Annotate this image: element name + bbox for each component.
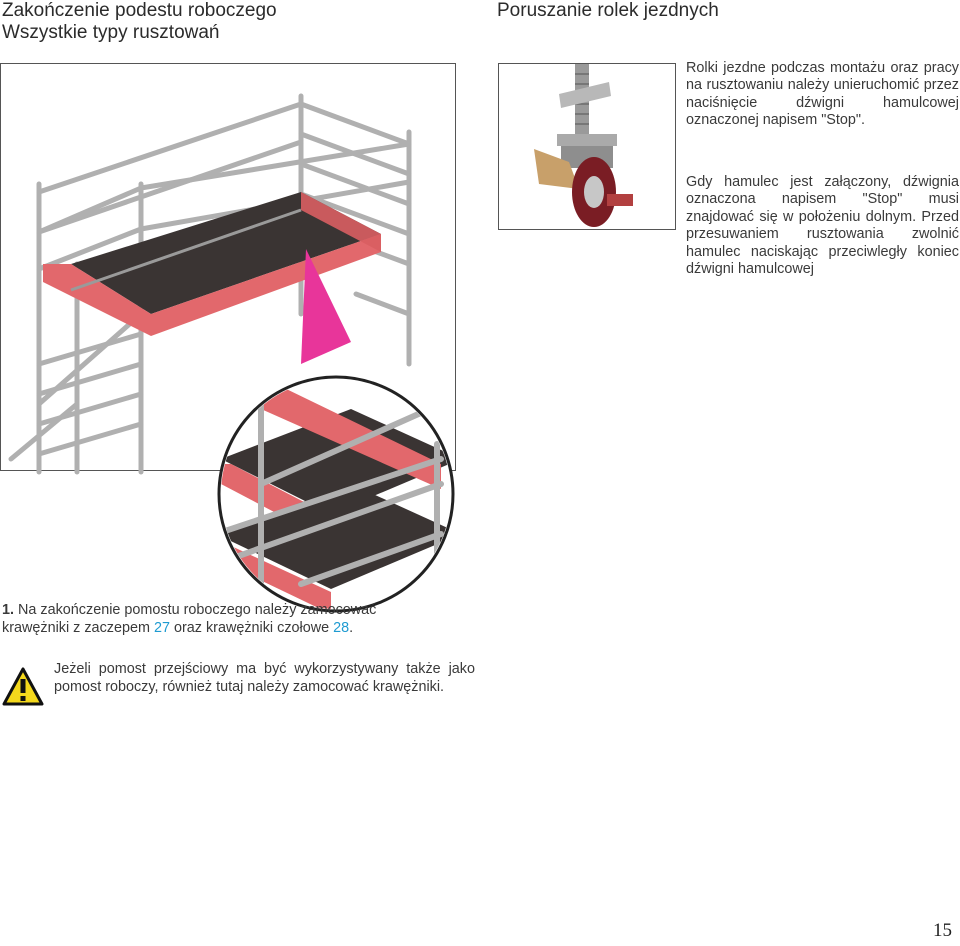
step-text-a: Na zakończenie pomostu roboczego należy zamocować krawężniki z zaczepem bbox=[2, 602, 377, 636]
brake-instruction-paragraph-1: Rolki jezdne podczas montażu oraz pracy na rusztowaniu należy unieruchomić przez naciśnięcie dźwigni hamulcowej oznaczonej napisem "Stop". bbox=[686, 60, 959, 129]
caster-drawing bbox=[499, 64, 676, 230]
section-title-left bbox=[2, 0, 277, 44]
step-text-b: oraz krawężniki czołowe bbox=[169, 620, 334, 636]
brake-instruction-paragraph-2: Gdy hamulec jest załączony, dźwignia oznaczona napisem "Stop" musi znajdować się w położeniu dolnym. Przed przesuwaniem rusztowania zwolnić hamulec naciskając przeciwległy koniec dźwigni hamulcowej bbox=[686, 174, 959, 278]
step-text-c: . bbox=[349, 620, 354, 636]
warning-triangle-icon bbox=[2, 667, 44, 707]
section-title-right: Poruszanie rolek jezdnych bbox=[497, 0, 719, 21]
caster-wheel-photo bbox=[498, 63, 676, 230]
title-line-1: Zakończenie podestu roboczego bbox=[2, 0, 277, 21]
reference-number-27: 27 bbox=[153, 620, 170, 636]
step-1-text bbox=[2, 601, 442, 637]
page-number: 15 bbox=[933, 920, 952, 941]
scaffold-illustration bbox=[0, 63, 456, 471]
title-line-2: Wszystkie typy rusztowań bbox=[2, 22, 220, 43]
warning-text: Jeżeli pomost przejściowy ma być wykorzystywany także jako pomost roboczy, również tutaj należy zamocować krawężniki. bbox=[54, 661, 475, 695]
step-number: 1. bbox=[2, 602, 15, 618]
scaffold-drawing bbox=[1, 64, 471, 584]
reference-number-28: 28 bbox=[333, 620, 350, 636]
